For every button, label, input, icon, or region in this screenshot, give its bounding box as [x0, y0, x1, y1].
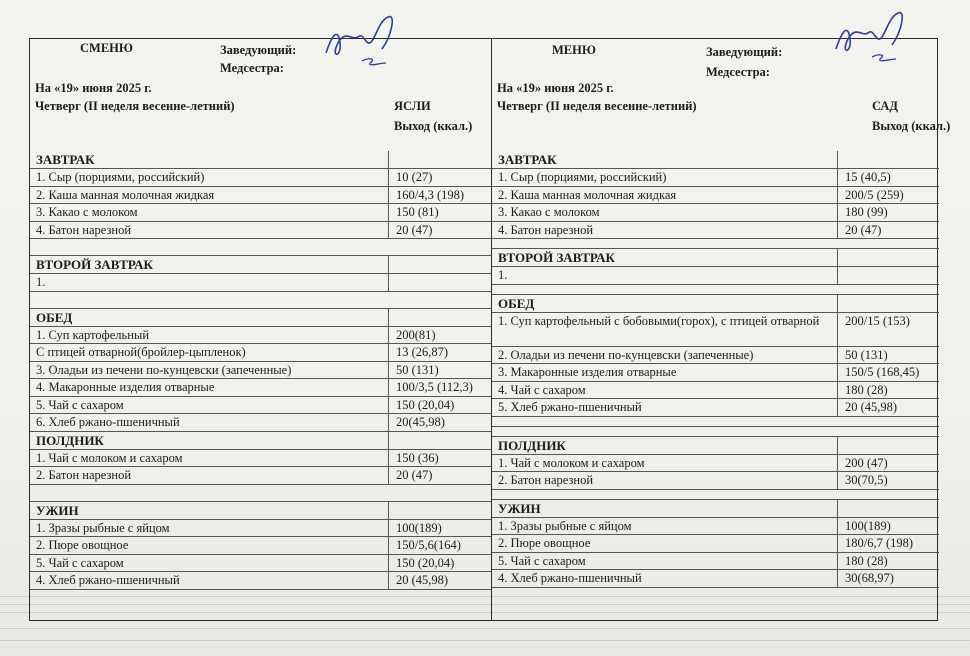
dish-name: С птицей отварной(бройлер-цыпленок): [36, 345, 246, 359]
dish-name: 1. Чай с молоком и сахаром: [498, 455, 645, 470]
dish-output: 10 (27): [396, 170, 433, 184]
dish-name: 2. Каша манная молочная жидкая: [36, 187, 215, 202]
menu-row: [30, 537, 491, 555]
dish-output: 100(189): [396, 520, 442, 535]
menu-header: [492, 39, 951, 151]
spacer-row: [30, 485, 491, 502]
dish-output: 30(70,5): [845, 473, 888, 487]
column-divider: [837, 169, 838, 186]
dish-output: 200(81): [396, 327, 436, 342]
dish-name: 5. Чай с сахаром: [36, 555, 124, 570]
menu-day: Четверг (II неделя весенне-летний): [35, 99, 235, 113]
dish-output: 150/5,6(164): [396, 538, 461, 552]
column-divider: [837, 399, 838, 416]
column-divider: [388, 204, 389, 221]
column-divider: [837, 570, 838, 587]
dish-output: 180 (28): [845, 382, 888, 397]
section-title: ЗАВТРАК: [498, 152, 557, 167]
head-label: Заведующий:: [706, 45, 783, 59]
menu-row: [30, 555, 491, 573]
menu-row: [30, 572, 491, 590]
dish-name: 4. Батон нарезной: [498, 222, 594, 237]
menu-row: [492, 204, 939, 222]
menu-date: На «19» июня 2025 г.: [497, 81, 614, 95]
dish-name: 6. Хлеб ржано-пшеничный: [36, 415, 180, 429]
dish-name: 1. Сыр (порциями, российский): [498, 170, 667, 184]
dish-name: 1. Сыр (порциями, российский): [36, 170, 205, 184]
menu-row: [30, 450, 491, 468]
dish-name: 1.: [36, 275, 46, 289]
column-divider: [388, 151, 389, 168]
column-divider: [837, 437, 838, 454]
menu-row: [492, 518, 939, 536]
column-divider: [388, 397, 389, 414]
menu-title: СМЕНЮ: [80, 41, 133, 55]
dish-name: 1. Чай с молоком и сахаром: [36, 450, 183, 465]
menu-row: [492, 187, 939, 205]
column-divider: [388, 169, 389, 186]
dish-output: 13 (26,87): [396, 345, 449, 359]
spacer-row: [492, 417, 939, 427]
column-divider: [837, 187, 838, 204]
signature-image: [318, 13, 408, 73]
column-divider: [388, 414, 389, 431]
dish-name: 3. Макаронные изделия отварные: [498, 365, 677, 379]
section-header: [492, 500, 939, 518]
menu-row: [492, 535, 939, 553]
section-header: [492, 249, 939, 267]
column-divider: [388, 222, 389, 239]
column-divider: [837, 553, 838, 570]
column-divider: [388, 432, 389, 449]
spacer-row: [492, 427, 939, 437]
output-label: Выход (ккал.): [872, 119, 951, 133]
dish-name: 5. Хлеб ржано-пшеничный: [498, 400, 642, 414]
menu-row: [492, 455, 939, 473]
menu-header: [30, 39, 491, 151]
column-divider: [837, 382, 838, 399]
column-divider: [388, 572, 389, 589]
column-divider: [837, 249, 838, 266]
dish-output: 30(68,97): [845, 571, 894, 585]
column-divider: [837, 455, 838, 472]
menu-row: [30, 274, 491, 292]
menu-date: На «19» июня 2025 г.: [35, 81, 152, 95]
column-divider: [388, 379, 389, 396]
section-header: [30, 151, 491, 169]
section-title: ВТОРОЙ ЗАВТРАК: [498, 250, 615, 265]
dish-name: 4. Макаронные изделия отварные: [36, 380, 215, 394]
dish-output: 20 (47): [845, 222, 882, 237]
section-title: ЗАВТРАК: [36, 152, 95, 167]
output-label: Выход (ккал.): [394, 119, 473, 133]
menu-row: [492, 222, 939, 240]
menu-row: [492, 169, 939, 187]
dish-output: 150/5 (168,45): [845, 365, 920, 379]
column-divider: [388, 187, 389, 204]
menu-row: [492, 553, 939, 571]
group-label: ЯСЛИ: [394, 99, 431, 113]
column-divider: [837, 535, 838, 552]
menu-row: [30, 397, 491, 415]
column-divider: [837, 500, 838, 517]
menu-row: [492, 382, 939, 400]
section-header: [30, 432, 491, 450]
spacer-row: [492, 490, 939, 500]
dish-output: 20 (47): [396, 222, 433, 237]
menu-row: [30, 467, 491, 485]
head-label: Заведующий:: [220, 43, 297, 57]
dish-output: 200 (47): [845, 455, 888, 470]
column-divider: [837, 151, 838, 168]
section-header: [492, 151, 939, 169]
dish-name: 1. Зразы рыбные с яйцом: [498, 518, 632, 533]
nurse-label: Медсестра:: [220, 61, 284, 75]
dish-output: 100(189): [845, 518, 891, 533]
section-header: [30, 256, 491, 274]
menu-row: [30, 327, 491, 345]
column-divider: [388, 274, 389, 291]
dish-output: 180/6,7 (198): [845, 536, 914, 550]
dish-output: 20 (47): [396, 468, 433, 482]
menu-row: [492, 399, 939, 417]
column-divider: [837, 347, 838, 364]
column-divider: [388, 362, 389, 379]
column-divider: [388, 327, 389, 344]
menu-frame: [29, 38, 951, 621]
column-divider: [388, 344, 389, 361]
dish-name: 1. Суп картофельный с бобовыми(горох), с птицей отварной: [498, 313, 820, 328]
dish-output: 50 (131): [845, 347, 888, 362]
section-header: [30, 309, 491, 327]
dish-name: 1. Зразы рыбные с яйцом: [36, 520, 170, 535]
spacer-row: [492, 285, 939, 295]
dish-name: 1.: [498, 268, 508, 282]
dish-name: 2. Пюре овощное: [498, 536, 591, 550]
dish-name: 4. Хлеб ржано-пшеничный: [36, 573, 180, 587]
column-divider: [837, 518, 838, 535]
column-divider: [388, 256, 389, 273]
menu-row: [30, 344, 491, 362]
dish-name: 5. Чай с сахаром: [36, 397, 124, 412]
menu-row: [30, 362, 491, 380]
dish-output: 150 (20,04): [396, 397, 455, 412]
column-divider: [388, 555, 389, 572]
dish-output: 200/15 (153): [845, 313, 910, 328]
column-divider: [837, 222, 838, 239]
dish-output: 50 (131): [396, 362, 439, 377]
dish-output: 100/3,5 (112,3): [396, 380, 473, 394]
menu-row: [492, 472, 939, 490]
dish-name: 3. Оладьи из печени по-кунцевски (запеченные): [36, 362, 292, 377]
section-header: [492, 295, 939, 313]
menu-row: [492, 347, 939, 365]
dish-name: 3. Какао с молоком: [36, 205, 138, 219]
column-divider: [388, 450, 389, 467]
dish-name: 3. Какао с молоком: [498, 205, 600, 219]
spacer-row: [30, 292, 491, 309]
section-title: ПОЛДНИК: [36, 432, 104, 448]
menu-panel-nursery: [30, 39, 492, 620]
signature-image: [828, 9, 918, 71]
dish-output: 150 (36): [396, 450, 439, 465]
section-header: [30, 502, 491, 520]
dish-name: 2. Оладьи из печени по-кунцевски (запеченные): [498, 347, 754, 362]
menu-row: [492, 570, 939, 588]
menu-row: [30, 169, 491, 187]
column-divider: [388, 520, 389, 537]
dish-name: 4. Чай с сахаром: [498, 382, 586, 397]
group-label: САД: [872, 99, 899, 113]
column-divider: [388, 467, 389, 484]
column-divider: [837, 295, 838, 312]
section-title: УЖИН: [36, 502, 79, 518]
dish-name: 2. Каша манная молочная жидкая: [498, 187, 677, 202]
column-divider: [837, 364, 838, 381]
dish-output: 20(45,98): [396, 415, 445, 429]
dish-name: 5. Чай с сахаром: [498, 553, 586, 568]
menu-row: [30, 379, 491, 397]
dish-output: 150 (81): [396, 205, 439, 219]
dish-name: 1. Суп картофельный: [36, 327, 150, 342]
menu-title: МЕНЮ: [552, 43, 596, 57]
menu-row: [492, 313, 939, 347]
dish-name: 4. Батон нарезной: [36, 222, 132, 237]
spacer-row: [492, 239, 939, 249]
dish-name: 2. Батон нарезной: [498, 473, 594, 487]
menu-row: [492, 364, 939, 382]
dish-name: 4. Хлеб ржано-пшеничный: [498, 571, 642, 585]
column-divider: [837, 267, 838, 284]
dish-output: 180 (99): [845, 205, 888, 219]
menu-row: [30, 204, 491, 222]
section-title: УЖИН: [498, 500, 541, 516]
dish-output: 150 (20,04): [396, 555, 455, 570]
column-divider: [837, 472, 838, 489]
section-title: ОБЕД: [498, 295, 535, 311]
menu-row: [492, 267, 939, 285]
column-divider: [388, 537, 389, 554]
dish-output: 180 (28): [845, 553, 888, 568]
section-header: [492, 437, 939, 455]
menu-row: [30, 222, 491, 240]
menu-row: [30, 414, 491, 432]
menu-row: [30, 520, 491, 538]
menu-panel-kindergarten: [492, 39, 951, 620]
dish-output: 20 (45,98): [845, 400, 898, 414]
dish-name: 2. Пюре овощное: [36, 538, 129, 552]
column-divider: [837, 313, 838, 346]
section-title: ВТОРОЙ ЗАВТРАК: [36, 257, 153, 272]
nurse-label: Медсестра:: [706, 65, 770, 79]
dish-output: 200/5 (259): [845, 187, 904, 202]
section-title: ПОЛДНИК: [498, 437, 566, 453]
spacer-row: [30, 239, 491, 256]
menu-day: Четверг (II неделя весенне-летний): [497, 99, 697, 113]
menu-row: [30, 187, 491, 205]
dish-name: 2. Батон нарезной: [36, 468, 132, 482]
column-divider: [388, 309, 389, 326]
dish-output: 15 (40,5): [845, 170, 891, 184]
dish-output: 160/4,3 (198): [396, 187, 465, 202]
column-divider: [388, 502, 389, 519]
dish-output: 20 (45,98): [396, 573, 449, 587]
section-title: ОБЕД: [36, 309, 73, 325]
column-divider: [837, 204, 838, 221]
